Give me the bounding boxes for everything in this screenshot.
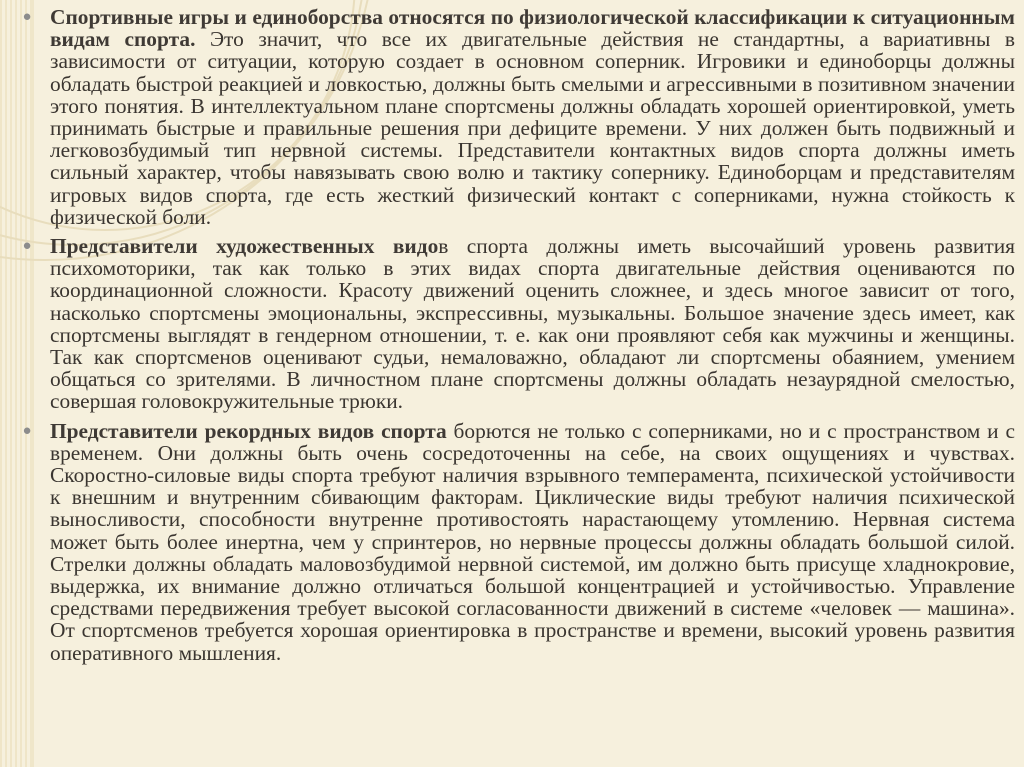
bullet-icon: ●: [22, 422, 32, 439]
bullet-body-text: борются не только с соперниками, но и с пространством и с временем. Они должны быть очень сосредоточенны на себе, на своих ощущениях и чувствах. Скоростно-силовые виды спорта требуют наличия взрывного темперамента, психической устойчивости к внешним и внутренним сбивающим факторам. Циклические виды требуют наличия психической выносливости, способности внутренне противостоять нарастающему утомлению. Нервная система может быть более инертна, чем у спринтеров, но нервные процессы должны обладать большой силой. Стрелки должны обладать маловозбудимой нервной системой, им должно быть присуще хладнокровие, выдержка, их внимание должно отличаться большой концентрацией и устойчивостью. Управление средствами передвижения требует высокой согласованности движений в системе «человек — машина». От спортсменов требуется хорошая ориентировка в пространстве и времени, высокий уровень развития оперативного мышления.: [50, 418, 1015, 665]
bullet-body-text: Это значит, что все их двигательные действия не стандартны, а вариативны в зависимости от ситуации, которую создает в основном соперник. Игровики и единоборцы должны обладать быстрой реакцией и ловкостью, должны быть смелыми и агрессивными в позитивном значении этого понятия. В интеллектуальном плане спортсмены должны обладать хорошей ориентировкой, уметь принимать быстрые и правильные решения при дефиците времени. У них должен быть подвижный и легковозбудимый тип нервной системы. Представители контактных видов спорта должны иметь сильный характер, чтобы навязывать свою волю и тактику сопернику. Единоборцам и представителям игровых видов спорта, где есть жесткий физический контакт с соперниками, нужна стойкость к физической боли.: [50, 27, 1015, 229]
bullet-lead-text: Представители рекордных видов спорта: [50, 418, 447, 443]
bullet-lead-text: Спортивные игры и единоборства относятся по физиологической классификации к ситуационным видам спорта.: [50, 6, 1015, 52]
bullet-lead-text: Представители художественных видо: [50, 234, 439, 259]
bullet-item-record-sports: [15, 420, 1015, 664]
bullet-icon: ●: [22, 238, 32, 255]
bullet-item-artistic-sports: [15, 235, 1015, 413]
bullet-icon: ●: [22, 9, 32, 25]
bullet-item-situational-sports: [15, 6, 1015, 228]
bullet-body-text: в спорта должны иметь высочайший уровень развития психомоторики, так как только в этих видах спорта двигательные действия оцениваются по координационной сложности. Красоту движений оценить сложнее, и здесь многое зависит от того, насколько спортсмены эмоциональны, экспрессивны, музыкальны. Большое значение здесь имеет, как спортсмены выглядят в гендерном отношении, т. е. как они проявляют себя как мужчины и женщины. Так как спортсменов оценивают судьи, немаловажно, обладают ли спортсмены обаянием, умением общаться со зрителями. В личностном плане спортсмены должны обладать незаурядной смелостью, совершая головокружительные трюки.: [50, 234, 1015, 414]
slide-content: [15, 6, 1015, 766]
